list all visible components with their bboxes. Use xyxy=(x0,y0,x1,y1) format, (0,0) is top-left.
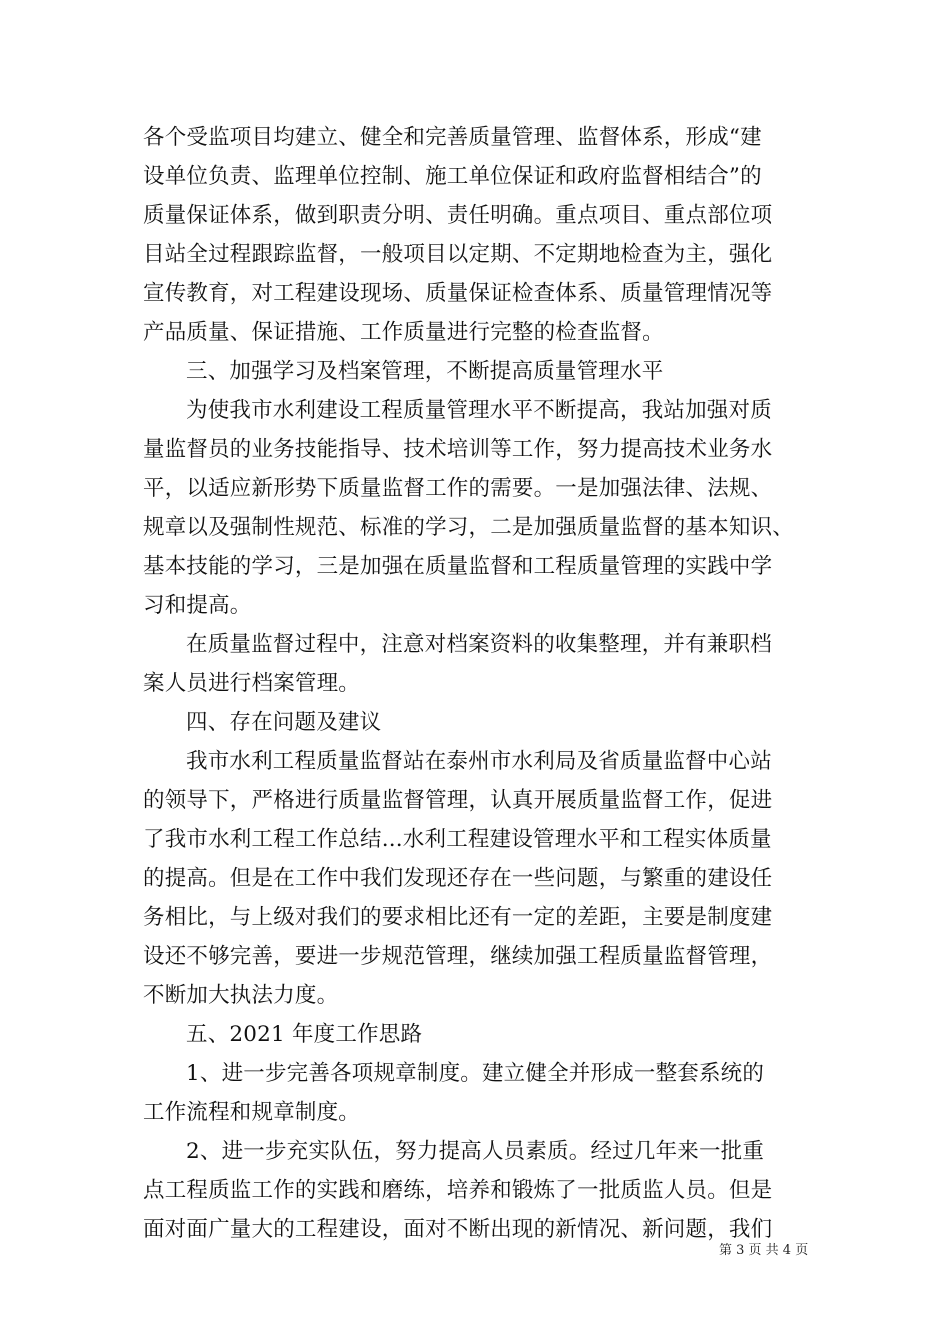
body-line: 在质量监督过程中，注意对档案资料的收集整理，并有兼职档 xyxy=(186,632,772,657)
page-number: 第 3 页 共 4 页 xyxy=(719,1243,809,1258)
body-line: 规章以及强制性规范、标准的学习，二是加强质量监督的基本知识、 xyxy=(143,515,795,540)
section-heading: 四、存在问题及建议 xyxy=(186,710,382,735)
body-line: 务相比，与上级对我们的要求相比还有一定的差距，主要是制度建 xyxy=(143,905,773,930)
body-line: 目站全过程跟踪监督，一般项目以定期、不定期地检查为主，强化 xyxy=(143,242,773,267)
body-line: 1、进一步完善各项规章制度。建立健全并形成一整套系统的 xyxy=(186,1061,765,1086)
section-heading: 三、加强学习及档案管理，不断提高质量管理水平 xyxy=(186,359,664,384)
body-line: 了我市水利工程工作总结...水利工程建设管理水平和工程实体质量 xyxy=(143,827,772,852)
body-line: 2、进一步充实队伍，努力提高人员素质。经过几年来一批重 xyxy=(186,1139,765,1164)
section-heading: 五、2021 年度工作思路 xyxy=(186,1022,423,1047)
body-line: 点工程质监工作的实践和磨练，培养和锻炼了一批质监人员。但是 xyxy=(143,1178,773,1203)
body-line: 量监督员的业务技能指导、技术培训等工作，努力提高技术业务水 xyxy=(143,437,773,462)
body-line: 工作流程和规章制度。 xyxy=(143,1100,361,1125)
document-body xyxy=(143,118,823,1249)
body-line: 我市水利工程质量监督站在泰州市水利局及省质量监督中心站 xyxy=(186,749,772,774)
body-line: 宣传教育，对工程建设现场、质量保证检查体系、质量管理情况等 xyxy=(143,281,773,306)
body-line: 设还不够完善，要进一步规范管理，继续加强工程质量监督管理， xyxy=(143,944,773,969)
body-line: 基本技能的学习，三是加强在质量监督和工程质量管理的实践中学 xyxy=(143,554,773,579)
body-line: 各个受监项目均建立、健全和完善质量管理、监督体系，形成“建 xyxy=(143,125,762,150)
body-line: 为使我市水利建设工程质量管理水平不断提高，我站加强对质 xyxy=(186,398,772,423)
body-line: 习和提高。 xyxy=(143,593,252,618)
body-line: 案人员进行档案管理。 xyxy=(143,671,361,696)
body-line: 面对面广量大的工程建设，面对不断出现的新情况、新问题，我们 xyxy=(143,1217,773,1242)
body-line: 设单位负责、监理单位控制、施工单位保证和政府监督相结合”的 xyxy=(143,164,762,189)
body-line: 质量保证体系，做到职责分明、责任明确。重点项目、重点部位项 xyxy=(143,203,773,228)
body-line: 的提高。但是在工作中我们发现还存在一些问题，与繁重的建设任 xyxy=(143,866,773,891)
body-line: 平，以适应新形势下质量监督工作的需要。一是加强法律、法规、 xyxy=(143,476,773,501)
body-line: 不断加大执法力度。 xyxy=(143,983,339,1008)
body-line: 产品质量、保证措施、工作质量进行完整的检查监督。 xyxy=(143,320,664,345)
body-line: 的领导下，严格进行质量监督管理，认真开展质量监督工作，促进 xyxy=(143,788,773,813)
